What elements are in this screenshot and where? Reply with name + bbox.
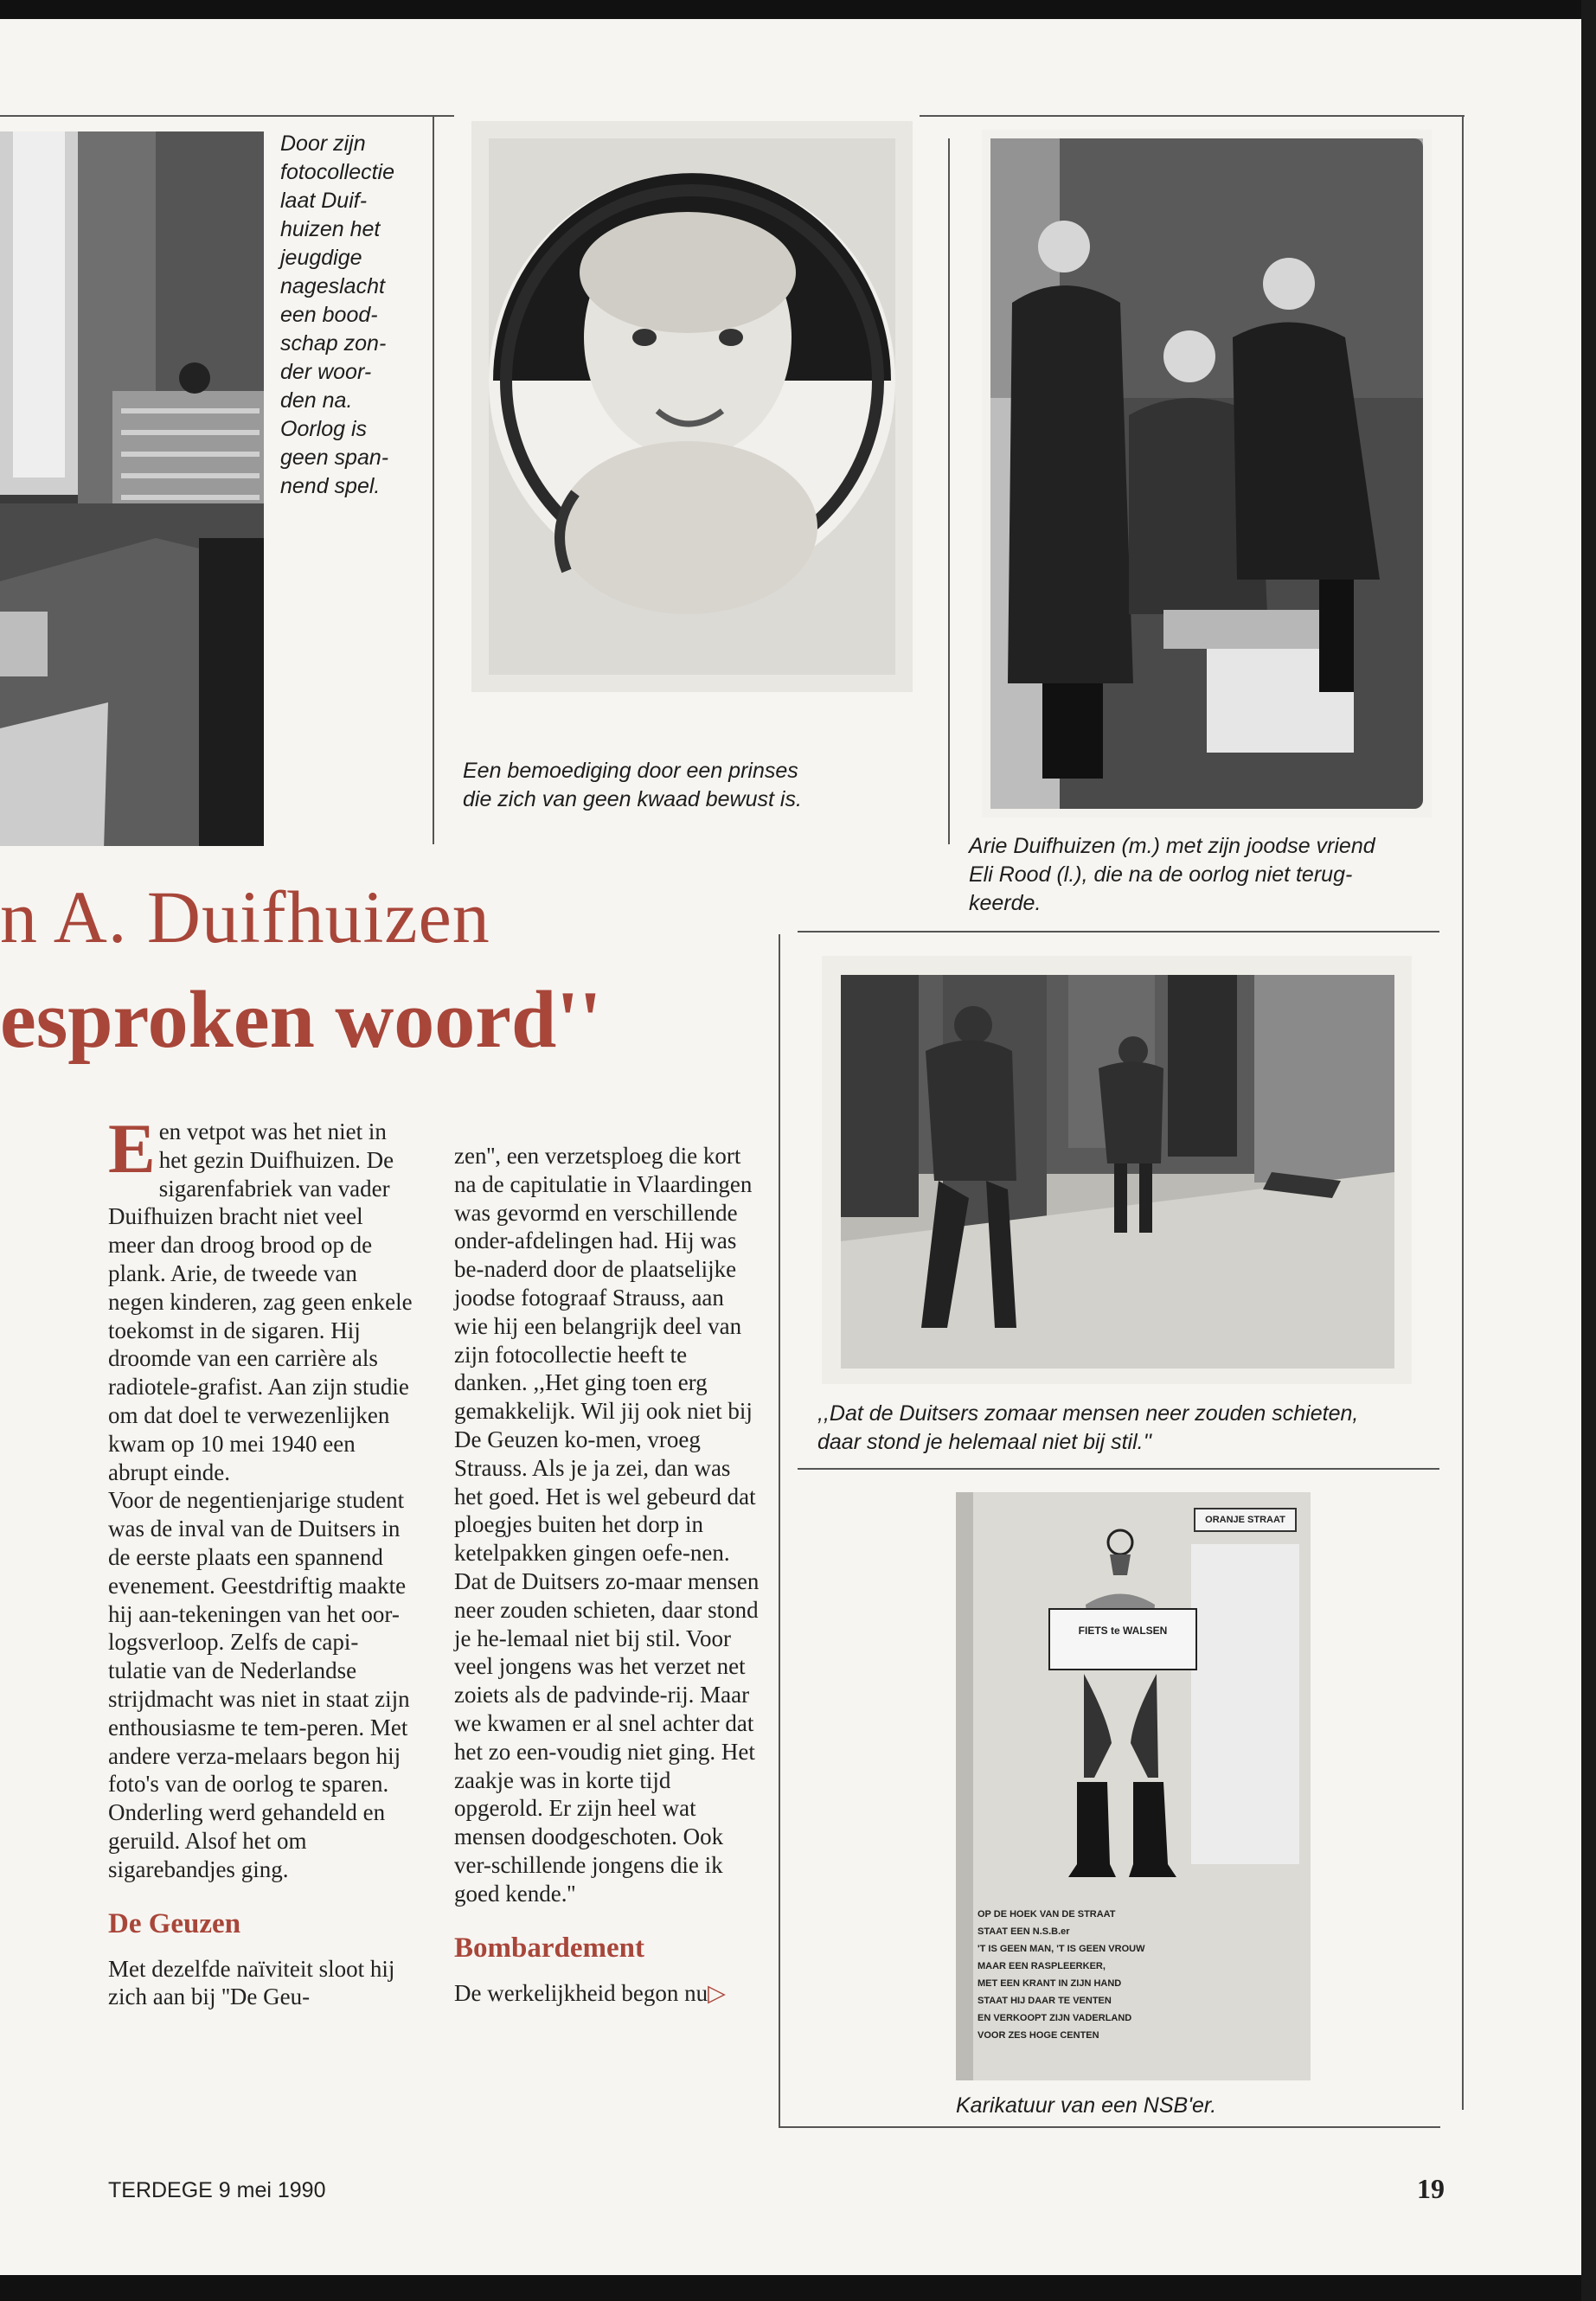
three-men-portrait-image [982, 130, 1432, 817]
footer-publication: TERDEGE 9 mei 1990 [108, 2178, 326, 2202]
rule-below-friends [798, 931, 1439, 933]
subhead-bombardement: Bombardement [454, 1932, 644, 1964]
left-interior-photo [0, 131, 264, 846]
friends-photo [982, 130, 1432, 817]
caption-line: Arie Duifhuizen (m.) met zijn joodse vriend [969, 834, 1375, 858]
bottom-rule [779, 2126, 1440, 2128]
article-paragraph: zen'', een verzetsploeg die kort na de capitulatie in Vlaardingen was gevormd en verschillende onder-afdelingen had. Hij was be-naderd door de plaatselijke joodse fotograaf Strauss, aan wie hij een belangrijk deel van zijn fotocollectie heeft te danken. ,,Het ging toen erg gemakkelijk. Wil jij ook niet bij De Geuzen ko-men, vroeg Strauss. Als je ja zei, dan was het goed. Het is wel gebeurd dat ploegjes buiten het dorp in ketelpakken gingen oefe-nen. Dat de Duitsers zo-maar mensen neer zouden schieten, daar stond je he-lemaal niet bij stil. Voor veel jongens was het verzet net zoiets als de padvinde-rij. Maar we kwamen er al snel achter dat het zo een-voudig niet ging. Het zaakje was in korte tijd opgerold. Er zijn heel wat mensen doodgeschoten. Ook ver-schillende jongens die ik goed kende.'' [454, 1143, 760, 1907]
caption-line: die zich van geen kwaad bewust is. [463, 787, 802, 811]
scan-edge-top [0, 0, 1596, 19]
nsb-caricature-figure [956, 1492, 1311, 1942]
poster-verse-line: STAAT EEN N.S.B.er [977, 1926, 1070, 1937]
caption-line: den na. [280, 388, 353, 413]
baby-photo-caption [463, 757, 930, 814]
poster-verse-line: STAAT HIJ DAAR TE VENTEN [977, 1996, 1112, 2006]
headline-line-1: n A. Duifhuizen [0, 875, 490, 958]
subhead-de-geuzen: De Geuzen [108, 1907, 241, 1939]
headline-line-2: esproken woord'' [0, 975, 602, 1065]
poster-verse-line: MAAR EEN RASPLEERKER, [977, 1961, 1106, 1971]
article-column-2 [454, 1142, 761, 2007]
caption-line: nageslacht [280, 274, 385, 298]
article-paragraph: Voor de negentienjarige student was de inval van de Duitsers in de eerste plaats een spannend evenement. Geestdriftig maakte hij aan-tekeningen van het oor-logsverloop. Zelfs de capi-tulatie van de Nederlandse strijdmacht was niet in staat zijn enthousiasme te tem-peren. Met andere verza-melaars begon hij foto's van de oorlog te sparen. Onderling werd gehandeld en geruild. Alsof het om sigarebandjes ging. [108, 1487, 410, 1882]
caption-line: een bood- [280, 303, 378, 327]
rule-below-soldiers [798, 1468, 1439, 1470]
caption-line: huizen het [280, 217, 381, 241]
caption-line: ,,Dat de Duitsers zomaar mensen neer zouden schieten, [817, 1401, 1359, 1426]
caption-line: Oorlog is [280, 417, 368, 441]
caption-line: Door zijn [280, 131, 366, 156]
caption-line: der woor- [280, 360, 372, 384]
caption-line: nend spel. [280, 474, 381, 498]
interior-scene-image [0, 131, 264, 846]
column-rule-left [433, 115, 434, 844]
soldiers-photo [822, 956, 1412, 1384]
caption-line: geen span- [280, 445, 389, 470]
caption-line: schap zon- [280, 331, 387, 356]
column-rule-right [1462, 115, 1464, 2110]
baby-photo [471, 121, 913, 692]
nsb-poster-photo [956, 1492, 1311, 2080]
article-paragraph [108, 1109, 415, 1486]
poster-verse-line: 'T IS GEEN MAN, 'T IS GEEN VROUW [977, 1944, 1145, 1954]
poster-verse [977, 1906, 1298, 2061]
scan-edge-right [1581, 0, 1596, 2301]
scan-edge-bottom [0, 2275, 1596, 2301]
caption-line: keerde. [969, 891, 1042, 915]
friends-photo-caption [969, 832, 1453, 918]
caption-line: Eli Rood (l.), die na de oorlog niet terug- [969, 862, 1353, 887]
caption-line: Een bemoediging door een prinses [463, 759, 798, 783]
left-photo-caption [280, 130, 436, 501]
caption-line: fotocollectie [280, 160, 395, 184]
article-column-1 [108, 1109, 415, 2011]
column-rule-mid [948, 138, 950, 844]
soldiers-photo-caption [817, 1400, 1449, 1457]
caption-line: laat Duif- [280, 189, 368, 213]
column-rule-lower [779, 934, 780, 2128]
article-paragraph: Met dezelfde naïviteit sloot hij zich aan bij ''De Geu- [108, 1955, 395, 2010]
drop-cap: E [108, 1109, 156, 1188]
page-number: 19 [1417, 2173, 1445, 2204]
continue-arrow-icon: ▷ [708, 1979, 726, 2006]
caption-line: jeugdige [280, 246, 362, 270]
poster-verse-line: OP DE HOEK VAN DE STRAAT [977, 1909, 1116, 1920]
poster-verse-line: EN VERKOOPT ZIJN VADERLAND [977, 2013, 1132, 2023]
street-sign: ORANJE STRAAT [1194, 1508, 1297, 1532]
poster-verse-line: MET EEN KRANT IN ZIJN HAND [977, 1978, 1122, 1989]
poster-verse-line: VOOR ZES HOGE CENTEN [977, 2030, 1099, 2041]
top-rule-right [920, 115, 1465, 117]
top-rule-left [0, 115, 454, 117]
street-soldiers-image [822, 956, 1412, 1384]
paragraph-text: De werkelijkheid begon nu [454, 1979, 708, 2006]
caption-line: daar stond je helemaal niet bij stil.'' [817, 1430, 1152, 1454]
poster-photo-caption: Karikatuur van een NSB'er. [956, 2093, 1217, 2118]
poster-placard: FIETS te WALSEN [1078, 1625, 1168, 1637]
baby-portrait-image [471, 121, 913, 692]
paragraph-text: en vetpot was het niet in het gezin Duifhuizen. De sigarenfabriek van vader Duifhuizen bracht niet veel meer dan droog brood op de plank. Arie, de tweede van negen kinderen, zag geen enkele toekomst in de sigaren. Hij droomde van een carrière als radiotele-grafist. Aan zijn studie om dat doel te verwezenlijken kwam op 10 mei 1940 een abrupt einde. [108, 1118, 413, 1485]
article-paragraph [454, 1979, 761, 2008]
